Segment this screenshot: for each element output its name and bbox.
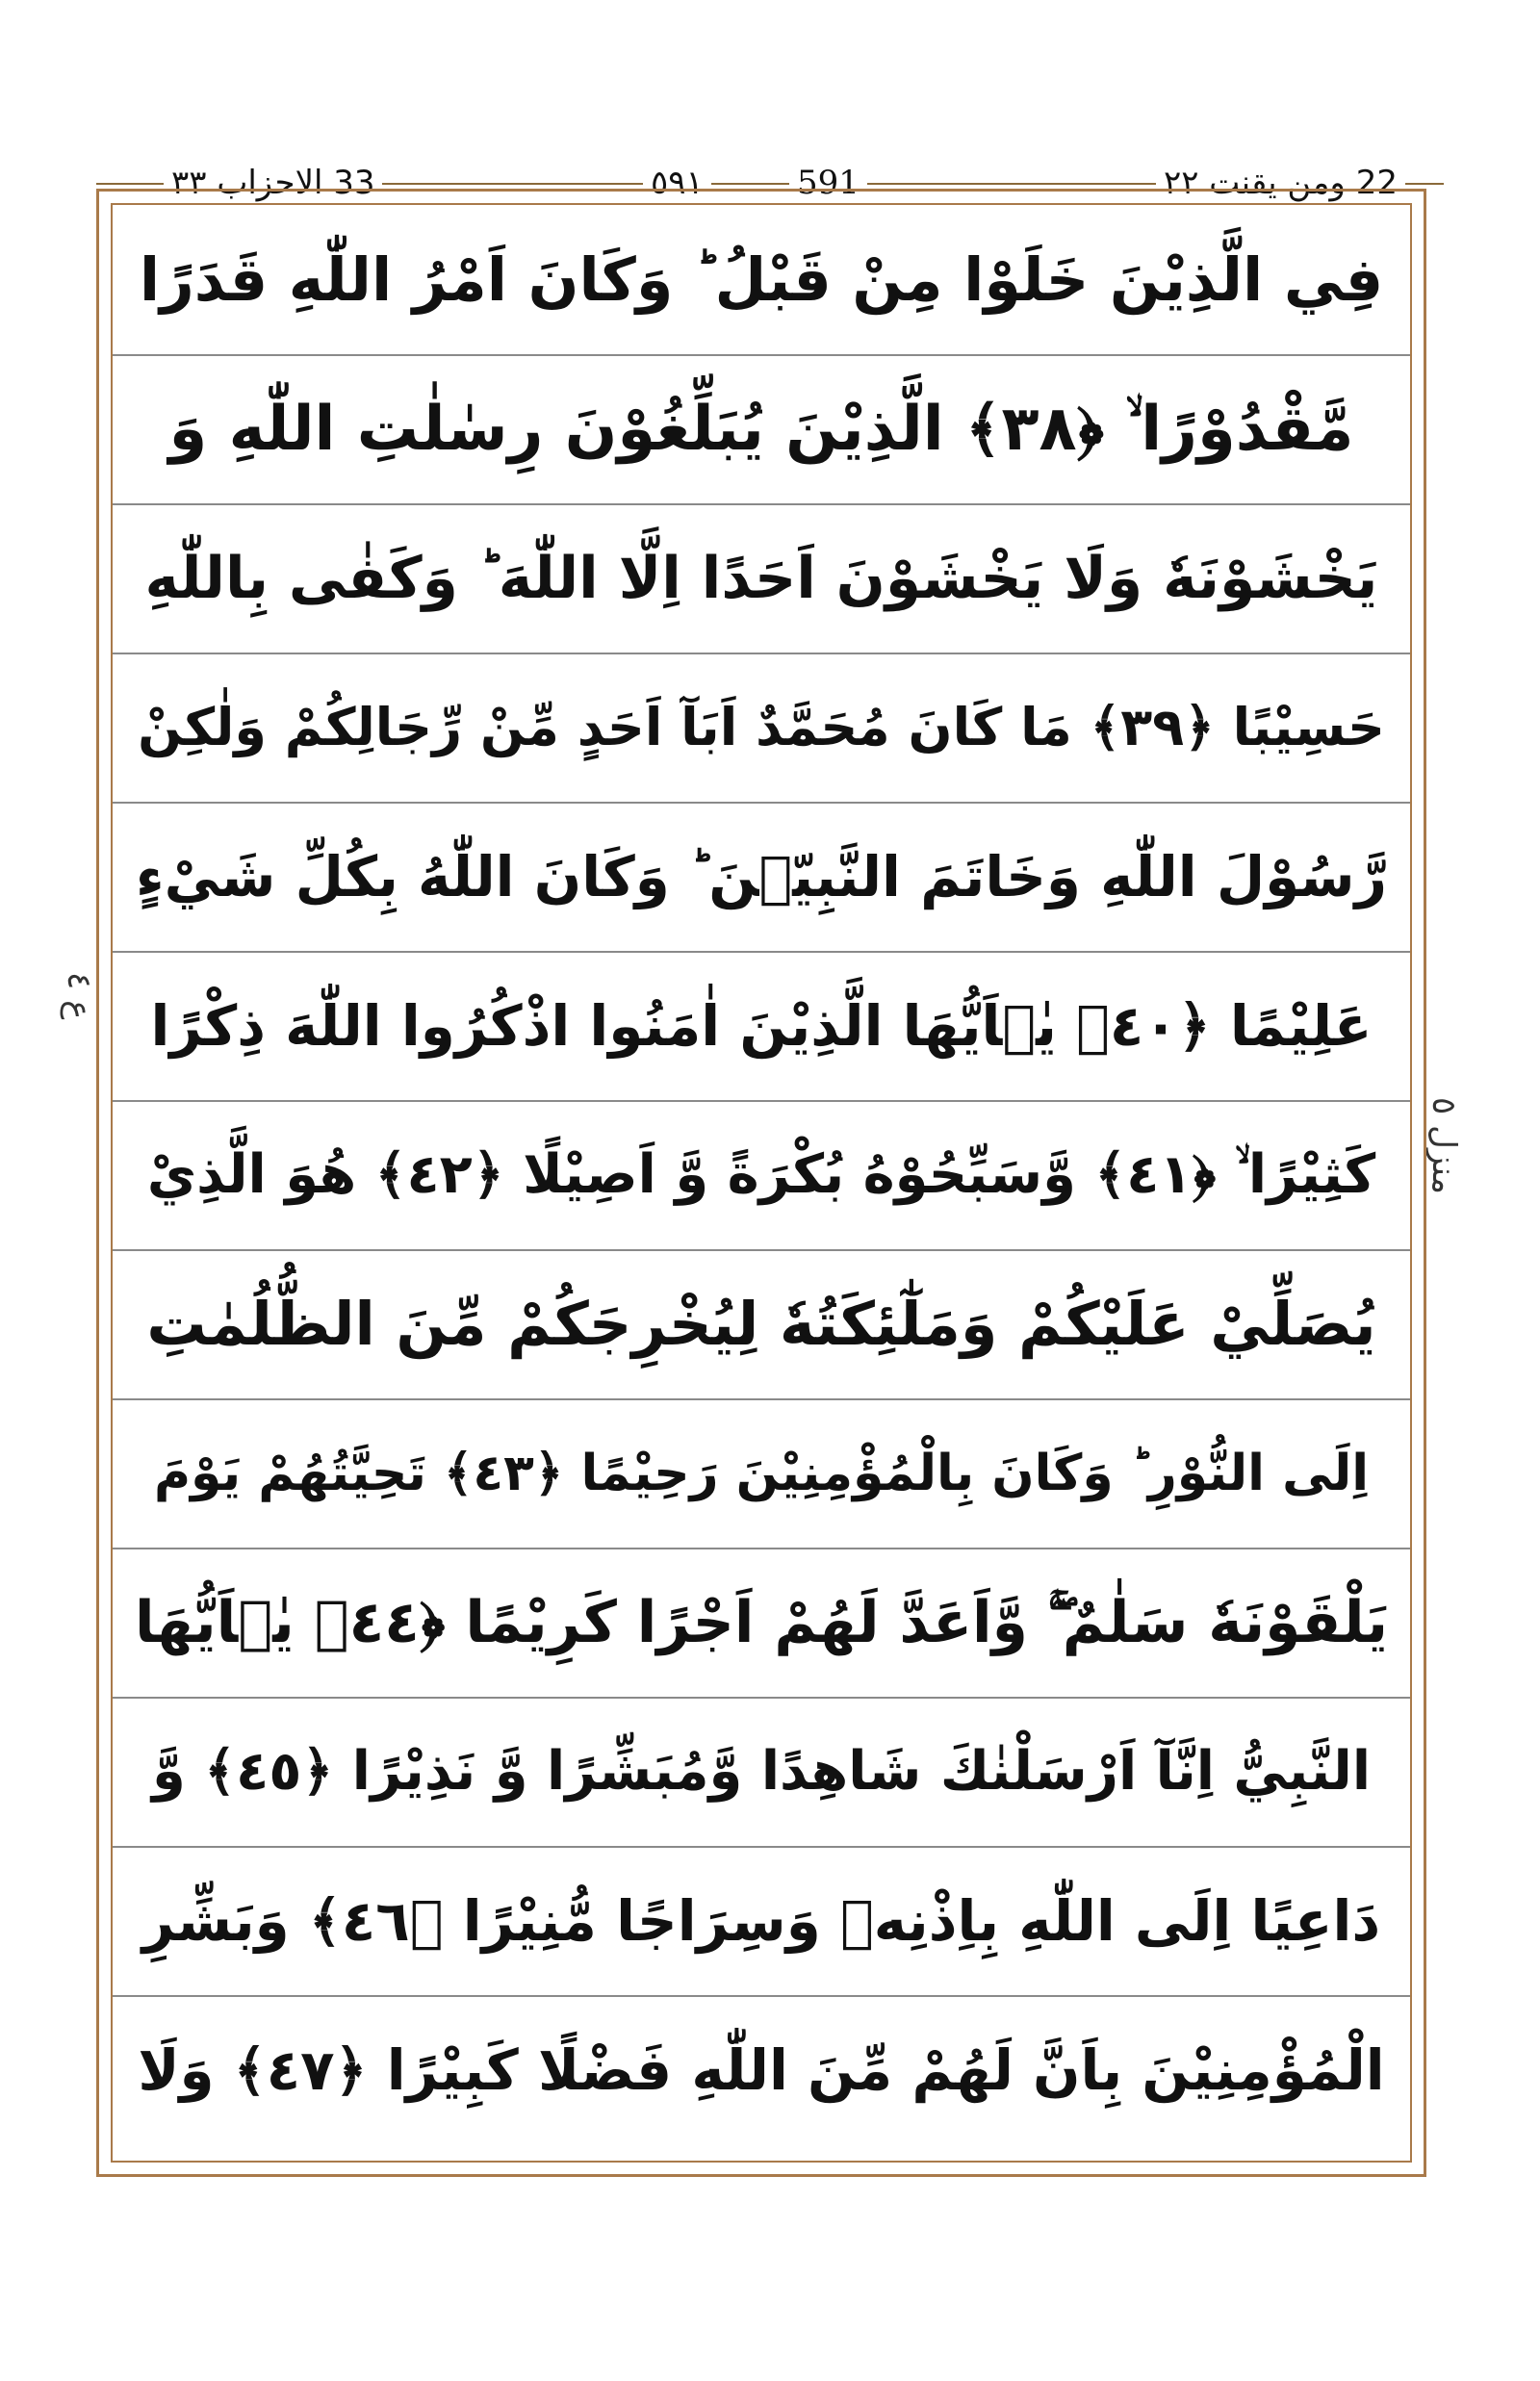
page-number: 591 <box>789 162 867 204</box>
verse-line-text: رَّسُوْلَ اللّٰهِ وَخَاتَمَ النَّبِيّٖنَ ؕ وَكَانَ اللّٰهُ بِكُلِّ شَيْءٍ <box>136 843 1387 909</box>
verse-line-text: مَّقْدُوْرًا ۙ ﴿٣٨﴾ الَّذِيْنَ يُبَلِّغُوْنَ رِسٰلٰتِ اللّٰهِ وَ <box>168 394 1354 465</box>
para-label: 22 ومن يقنت ٢٢ <box>1156 162 1405 204</box>
verse-line <box>113 951 1410 1102</box>
verse-line <box>113 205 1410 356</box>
verse-line-text: يَلْقَوْنَهٗ سَلٰمٌ ۚۖ وَّاَعَدَّ لَهُمْ اَجْرًا كَرِيْمًا ﴿٤٤﴾ يٰۤاَيُّهَا <box>135 1588 1388 1656</box>
verse-line <box>113 1249 1410 1400</box>
text-area <box>111 203 1412 2163</box>
verse-line-text: يُصَلِّيْ عَلَيْكُمْ وَمَلٰٓئِكَتُهٗ لِيُخْرِجَكُمْ مِّنَ الظُّلُمٰتِ <box>146 1289 1376 1359</box>
page-number-arabic: ٥٩١ <box>643 162 711 204</box>
verse-line <box>113 1846 1410 1997</box>
verse-line <box>113 1100 1410 1251</box>
verse-line <box>113 1548 1410 1699</box>
verse-line <box>113 1995 1410 2144</box>
verse-line-text: فِي الَّذِيْنَ خَلَوْا مِنْ قَبْلُ ؕ وَكَانَ اَمْرُ اللّٰهِ قَدَرًا <box>139 244 1384 315</box>
verse-line-text: الْمُؤْمِنِيْنَ بِاَنَّ لَهُمْ مِّنَ اللّٰهِ فَضْلًا كَبِيْرًا ﴿٤٧﴾ وَلَا <box>138 2036 1385 2103</box>
verse-line-text: النَّبِيُّ اِنَّآ اَرْسَلْنٰكَ شَاهِدًا وَّمُبَشِّرًا وَّ نَذِيْرًا ﴿٤٥﴾ وَّ <box>151 1740 1372 1803</box>
verse-line <box>113 653 1410 804</box>
verse-line-text: كَثِيْرًا ۙ ﴿٤١﴾ وَّسَبِّحُوْهُ بُكْرَةً وَّ اَصِيْلًا ﴿٤٢﴾ هُوَ الَّذِيْ <box>146 1142 1376 1206</box>
page-frame <box>96 189 1426 2177</box>
verse-line <box>113 1697 1410 1848</box>
manzil-marker: منزل ٥ <box>1424 1097 1463 1195</box>
verse-line-text: يَخْشَوْنَهٗ وَلَا يَخْشَوْنَ اَحَدًا اِلَّا اللّٰهَ ؕ وَكَفٰى بِاللّٰهِ <box>144 544 1378 612</box>
surah-label: 33 الاحزاب ٣٣ <box>164 162 382 204</box>
verse-line-text: دَاعِيًا اِلَى اللّٰهِ بِاِذْنِهٖ وَسِرَاجًا مُّنِيْرًا ﴿٤٦﴾ وَبَشِّرِ <box>141 1887 1381 1954</box>
verse-line <box>113 354 1410 505</box>
verse-line-text: عَلِيْمًا ﴿٤٠﴾ يٰۤاَيُّهَا الَّذِيْنَ اٰمَنُوا اذْكُرُوا اللّٰهَ ذِكْرًا <box>150 992 1373 1059</box>
verse-line-text: حَسِيْبًا ﴿٣٩﴾ مَا كَانَ مُحَمَّدٌ اَبَآ اَحَدٍ مِّنْ رِّجَالِكُمْ وَلٰكِنْ <box>138 697 1385 757</box>
verse-line <box>113 503 1410 654</box>
ruku-marker: ع ٤ <box>60 972 98 1020</box>
verse-line <box>113 1398 1410 1549</box>
verse-line <box>113 802 1410 953</box>
verse-line-text: اِلَى النُّوْرِ ؕ وَكَانَ بِالْمُؤْمِنِيْنَ رَحِيْمًا ﴿٤٣﴾ تَحِيَّتُهُمْ يَوْمَ <box>153 1444 1370 1502</box>
